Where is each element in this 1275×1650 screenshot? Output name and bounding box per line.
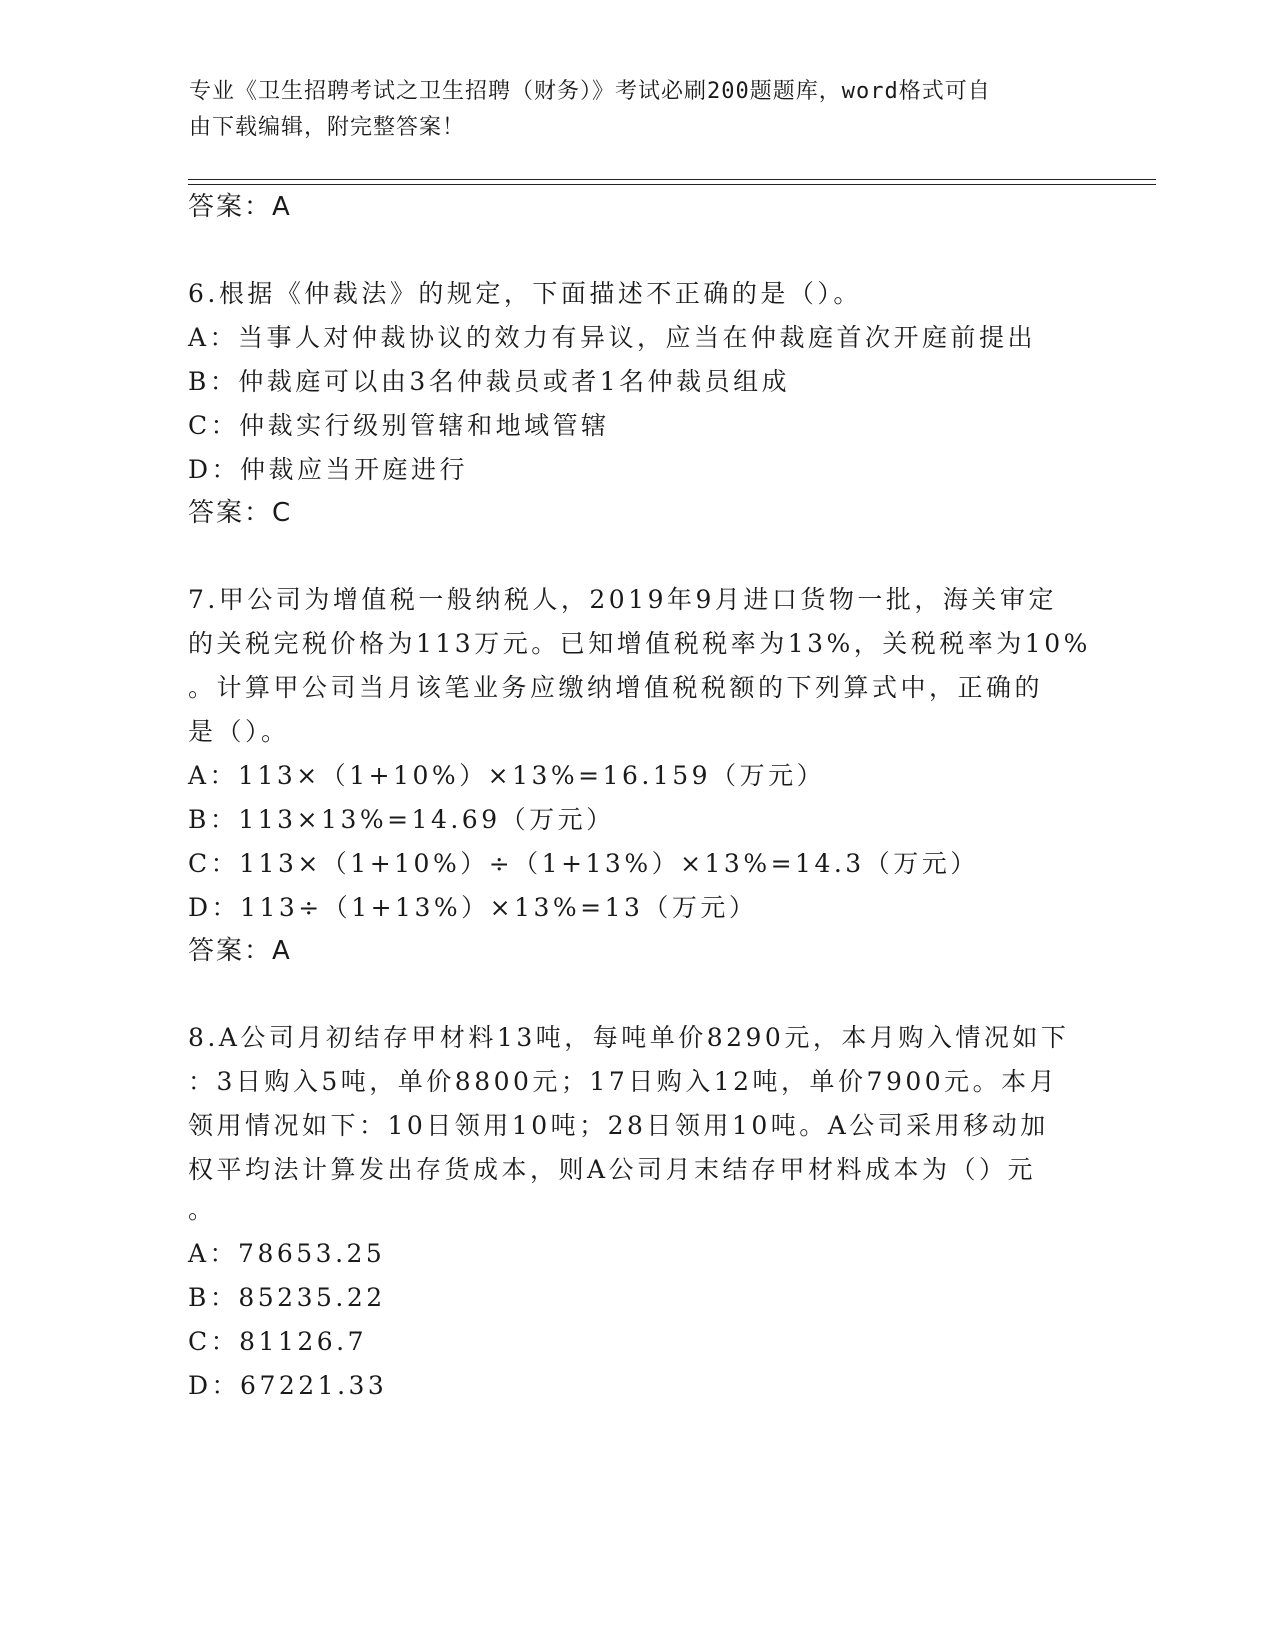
question-8-stem-line-3: 领用情况如下：10日领用10吨；28日领用10吨。A公司采用移动加 — [188, 1111, 1049, 1140]
question-6-option-d: D：仲裁应当开庭进行 — [188, 455, 469, 484]
question-6-option-b: B：仲裁庭可以由3名仲裁员或者1名仲裁员组成 — [188, 367, 791, 396]
question-8-option-b: B：85235.22 — [188, 1283, 386, 1312]
question-7-stem-line-2: 的关税完税价格为113万元。已知增值税税率为13%，关税税率为10% — [188, 629, 1091, 658]
question-7-stem-line-3: 。计算甲公司当月该笔业务应缴纳增值税税额的下列算式中，正确的 — [188, 673, 1044, 702]
answer-q6: 答案：C — [188, 498, 293, 528]
question-6-stem: 6.根据《仲裁法》的规定，下面描述不正确的是（）。 — [188, 279, 862, 308]
question-8-stem-line-1: 8.A公司月初结存甲材料13吨，每吨单价8290元，本月购入情况如下 — [188, 1023, 1070, 1052]
answer-q7: 答案：A — [188, 936, 292, 966]
question-7-option-a: A：113×（1+10%）×13%=16.159（万元） — [188, 761, 826, 790]
question-8-stem-line-4: 权平均法计算发出存货成本，则A公司月末结存甲材料成本为（）元 — [188, 1155, 1037, 1184]
question-6-option-a: A：当事人对仲裁协议的效力有异议，应当在仲裁庭首次开庭前提出 — [188, 323, 1037, 352]
question-7-option-d: D：113÷（1+13%）×13%=13（万元） — [188, 893, 758, 922]
question-8-option-a: A：78653.25 — [188, 1239, 386, 1268]
header-line-2: 由下载编辑，附完整答案！ — [189, 115, 466, 140]
question-7-option-b: B：113×13%=14.69（万元） — [188, 805, 615, 834]
header-divider-bottom — [188, 184, 1156, 185]
question-7-option-c: C：113×（1+10%）÷（1+13%）×13%=14.3（万元） — [188, 849, 979, 878]
question-8-stem-line-2: ：3日购入5吨，单价8800元；17日购入12吨，单价7900元。本月 — [188, 1067, 1059, 1096]
header-divider-top — [188, 179, 1156, 180]
question-7-stem-line-4: 是（）。 — [188, 717, 290, 746]
question-8-stem-line-5: 。 — [188, 1195, 217, 1224]
question-6-option-c: C：仲裁实行级别管辖和地域管辖 — [188, 411, 610, 440]
question-8-option-c: C：81126.7 — [188, 1327, 368, 1356]
header-line-1: 专业《卫生招聘考试之卫生招聘（财务）》考试必刷200题题库，word格式可自 — [189, 79, 991, 104]
answer-q5: 答案：A — [188, 192, 292, 222]
question-8-option-d: D：67221.33 — [188, 1371, 388, 1400]
question-7-stem-line-1: 7.甲公司为增值税一般纳税人，2019年9月进口货物一批，海关审定 — [188, 585, 1057, 614]
document-header — [189, 74, 1089, 146]
